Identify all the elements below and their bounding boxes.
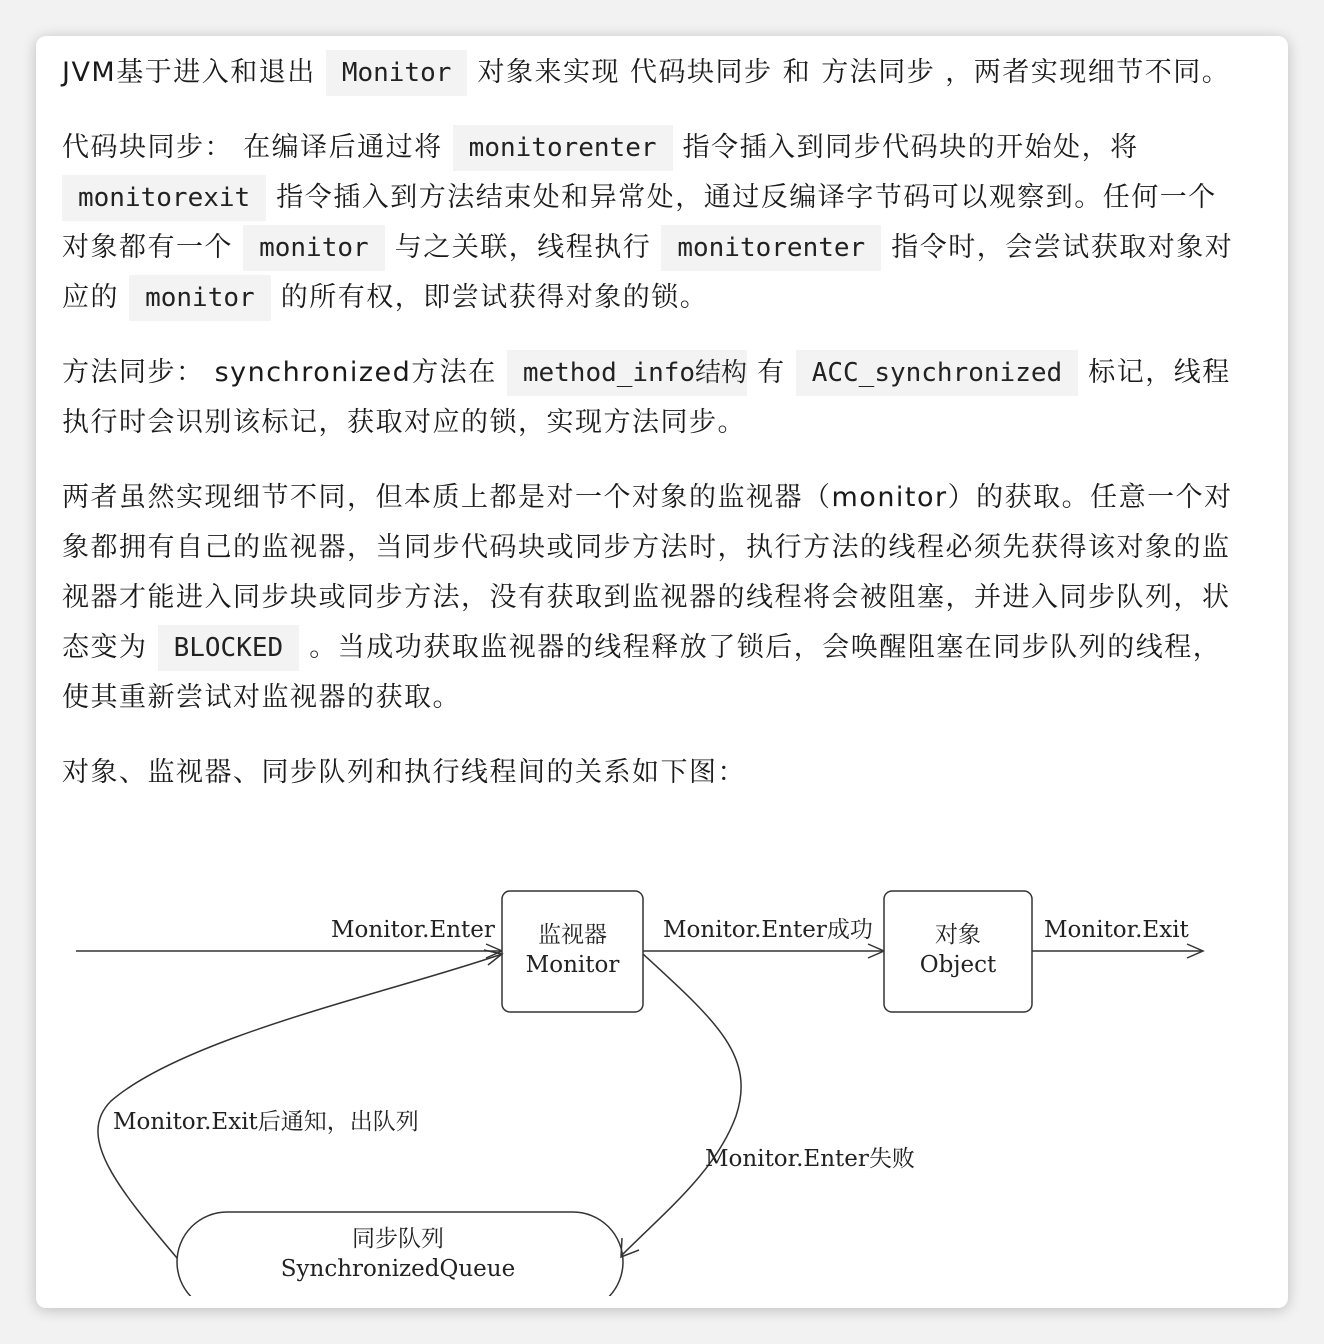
inline-code-monitorexit: monitorexit xyxy=(62,175,266,221)
label-exit-notify: Monitor.Exit后通知，出队列 xyxy=(113,1109,419,1135)
sync-queue-shape xyxy=(177,1212,623,1296)
inline-code-blocked: BLOCKED xyxy=(158,625,300,671)
inline-code-monitorenter: monitorenter xyxy=(453,125,673,171)
inline-code-monitor: monitor xyxy=(243,225,385,271)
diagram-canvas xyxy=(36,866,1288,1296)
inline-code-monitorenter: monitorenter xyxy=(661,225,881,271)
sync-queue-label-en: SynchronizedQueue xyxy=(280,1256,516,1282)
monitor-box-label-en: Monitor xyxy=(525,952,620,978)
inline-code-monitor: monitor xyxy=(129,275,271,321)
paragraph-block-sync xyxy=(62,123,1242,323)
paragraph-monitor-explained xyxy=(62,473,1242,723)
text-segment: 标记，线程执行时会识别该标记，获取对应的锁，实现方法同步。 xyxy=(62,357,1231,438)
text-segment: 对象来实现 代码块同步 和 方法同步 ，两者实现细节不同。 xyxy=(467,57,1231,88)
text-segment: 指令插入到方法结束处和异常处，通过反编译字节码可以观察到。任何一个对象都有一个 xyxy=(62,182,1217,263)
label-monitor-enter: Monitor.Enter xyxy=(331,917,495,943)
text-segment: 有 xyxy=(747,357,796,388)
monitor-box-label-cn: 监视器 xyxy=(538,922,607,948)
label-monitor-enter-success: Monitor.Enter成功 xyxy=(663,917,873,943)
text-segment: 代码块同步： 在编译后通过将 xyxy=(62,132,453,163)
text-segment: 对象、监视器、同步队列和执行线程间的关系如下图： xyxy=(62,757,746,788)
document-card xyxy=(36,36,1288,1308)
inline-code-method-info: method_info结构 xyxy=(507,350,747,396)
text-segment: 的所有权，即尝试获得对象的锁。 xyxy=(270,282,709,313)
text-segment: JVM基于进入和退出 xyxy=(62,57,326,88)
object-box-label-cn: 对象 xyxy=(935,922,981,948)
inline-code-acc-synchronized: ACC_synchronized xyxy=(796,350,1078,396)
sync-queue-label-cn: 同步队列 xyxy=(352,1226,444,1252)
label-monitor-exit: Monitor.Exit xyxy=(1044,917,1189,943)
paragraph-method-sync xyxy=(62,348,1242,448)
paragraph-diagram-caption xyxy=(62,748,1242,798)
text-segment: 两者虽然实现细节不同，但本质上都是对一个对象的监视器（monitor）的获取。任意一个对象都拥有自己的监视器，当同步代码块或同步方法时，执行方法的线程必须先获得该对象的监视器才能进入同步块或同步方法，没有获取到监视器的线程将会被阻塞，并进入同步队列，状态变为 xyxy=(62,482,1233,663)
object-box-label-en: Object xyxy=(919,952,997,978)
text-segment: 方法同步： synchronized方法在 xyxy=(62,357,507,388)
paragraph-intro xyxy=(62,48,1242,98)
text-segment: 与之关联，线程执行 xyxy=(384,232,662,263)
text-segment: 指令插入到同步代码块的开始处，将 xyxy=(672,132,1139,163)
text-segment: 指令时，会尝试获取对象对应的 xyxy=(62,232,1234,313)
article-body xyxy=(62,48,1242,823)
text-segment: 。当成功获取监视器的线程释放了锁后，会唤醒阻塞在同步队列的线程，使其重新尝试对监视器的获取。 xyxy=(62,632,1222,713)
inline-code-monitor: Monitor xyxy=(326,50,468,96)
label-enter-fail: Monitor.Enter失败 xyxy=(705,1146,915,1172)
monitor-diagram xyxy=(36,866,1288,1296)
